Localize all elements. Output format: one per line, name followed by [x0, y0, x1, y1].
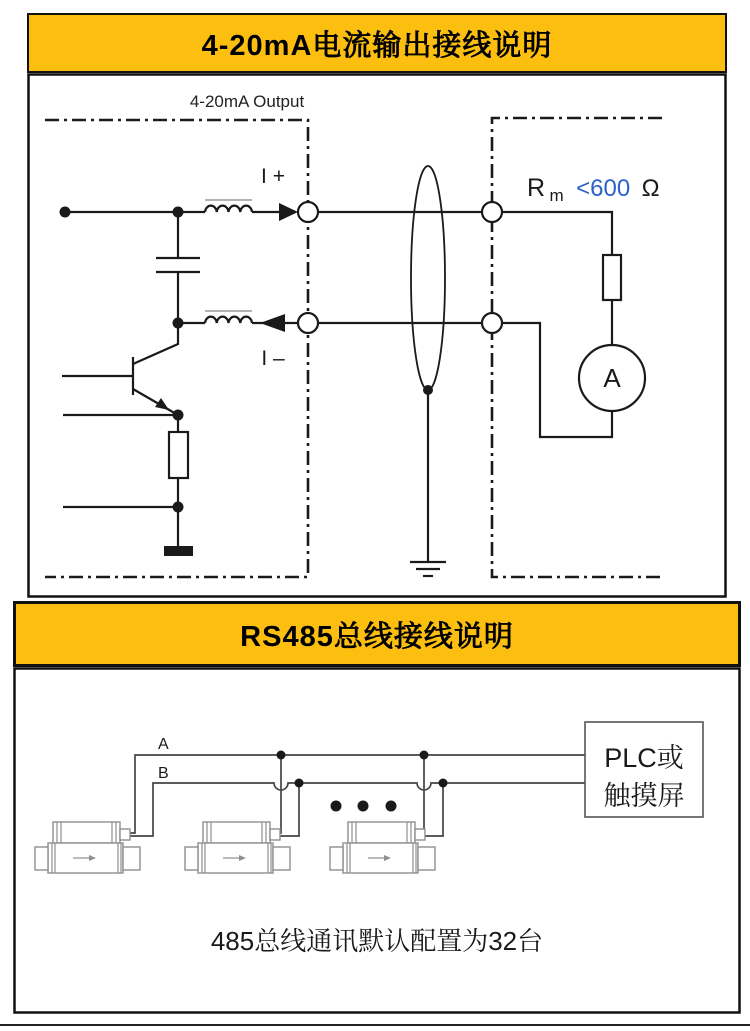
load-resistance-label: R m <600 Ω — [527, 174, 660, 205]
terminal-i-plus-right — [482, 202, 502, 222]
current-output-circuit-diagram — [27, 73, 727, 598]
node — [173, 410, 184, 421]
terminal-i-minus-left — [298, 313, 318, 333]
node — [60, 207, 71, 218]
node — [295, 779, 304, 788]
section2-header — [13, 601, 741, 667]
plc-label-line1: PLC或 — [604, 743, 684, 773]
page-bottom-rule — [0, 1024, 750, 1026]
node — [173, 207, 184, 218]
resistor-internal — [169, 432, 188, 478]
section1-title: 4-20mA电流输出接线说明 — [201, 29, 553, 62]
ammeter-label: A — [603, 363, 621, 393]
i-plus-label: I + — [261, 165, 285, 188]
plc-label-line2: 触摸屏 — [603, 781, 685, 811]
node — [173, 502, 184, 513]
bus-b-label: B — [158, 765, 169, 782]
plc-box — [585, 722, 703, 817]
output-label: 4-20mA Output — [189, 92, 305, 111]
node — [277, 751, 286, 760]
i-minus-label: I – — [261, 347, 285, 370]
node — [439, 779, 448, 788]
device-connector — [120, 829, 130, 840]
diagram-border — [29, 75, 726, 597]
device-connector — [270, 829, 280, 840]
rs485-bus-diagram — [13, 667, 741, 1014]
node — [173, 318, 184, 329]
bus-a-label: A — [158, 736, 169, 753]
node — [420, 751, 429, 760]
section1-header — [27, 13, 727, 73]
terminal-i-minus-right — [482, 313, 502, 333]
load-resistor — [603, 255, 621, 300]
chassis-ground-icon — [164, 546, 193, 556]
section2-title: RS485总线接线说明 — [240, 620, 514, 653]
bus-capacity-caption: 485总线通讯默认配置为32台 — [210, 926, 544, 956]
terminal-i-plus-left — [298, 202, 318, 222]
device-connector — [415, 829, 425, 840]
